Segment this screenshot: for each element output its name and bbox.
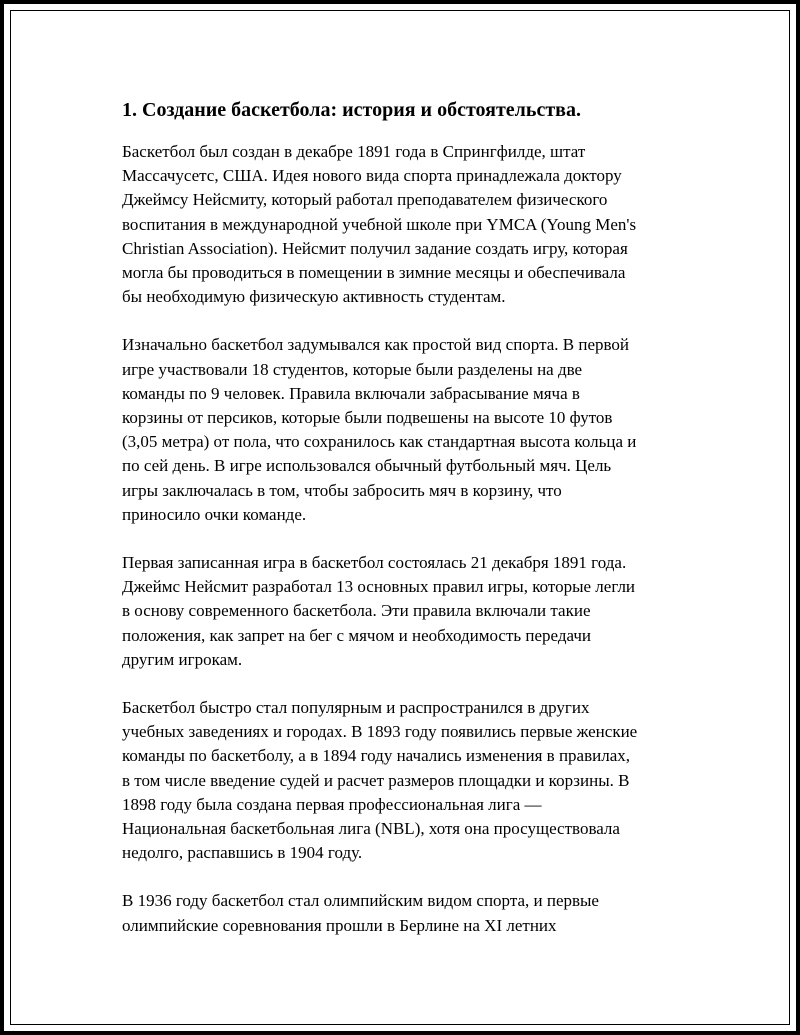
text-line: воспитания в международной учебной школе при YMCA (Young Men's — [122, 214, 637, 234]
text-line: (3,05 метра) от пола, что сохранилось как стандартная высота кольца и — [122, 432, 637, 452]
text-line: Массачусетс, США. Идея нового вида спорта принадлежала доктору — [122, 166, 622, 186]
paragraph-spacer — [122, 865, 697, 889]
text-line: могла бы проводиться в помещении в зимние месяцы и обеспечивала — [122, 263, 626, 283]
text-line: по сей день. В игре использовался обычный футбольный мяч. Цель — [122, 456, 612, 476]
text-line: учебных заведениях и городах. В 1893 году появились первые женские — [122, 722, 638, 742]
text-line: Первая записанная игра в баскетбол состоялась 21 декабря 1891 года. — [122, 553, 627, 573]
text-line: команды по баскетболу, а в 1894 году начались изменения в правилах, — [122, 746, 631, 766]
text-line: игре участвовали 18 студентов, которые были разделены на две — [122, 359, 583, 379]
text-line: в том числе введение судей и расчет размеров площадки и корзины. В — [122, 770, 630, 790]
text-line: приносило очки команде. — [122, 504, 307, 524]
paragraph-spacer — [122, 309, 697, 333]
text-line: Национальная баскетбольная лига (NBL), хотя она просуществовала — [122, 819, 620, 839]
text-line: Джеймс Нейсмит разработал 13 основных правил игры, которые легли — [122, 577, 636, 597]
paragraph-2 — [122, 333, 697, 527]
text-line: недолго, распавшись в 1904 году. — [122, 843, 363, 863]
text-line: игры заключалась в том, чтобы забросить мяч в корзину, что — [122, 480, 562, 500]
text-line: Изначально баскетбол задумывался как простой вид спорта. В первой — [122, 335, 629, 355]
text-line: Джеймсу Нейсмиту, который работал преподавателем физического — [122, 190, 608, 210]
text-line: олимпийские соревнования прошли в Берлине на XI летних — [122, 915, 557, 935]
paragraph-4 — [122, 696, 697, 865]
text-line: команды по 9 человек. Правила включали забрасывание мяча в — [122, 383, 580, 403]
text-line: Баскетбол быстро стал популярным и распространился в других — [122, 698, 590, 718]
document-body — [122, 96, 697, 938]
text-line: 1898 году была создана первая профессиональная лига — — [122, 794, 542, 814]
paragraph-spacer — [122, 672, 697, 696]
paragraph-spacer — [122, 527, 697, 551]
text-line: Christian Association). Нейсмит получил задание создать игру, которая — [122, 238, 628, 258]
text-line: положения, как запрет на бег с мячом и необходимость передачи — [122, 625, 592, 645]
text-line: В 1936 году баскетбол стал олимпийским видом спорта, и первые — [122, 891, 599, 911]
text-line: в основу современного баскетбола. Эти правила включали такие — [122, 601, 591, 621]
text-line: другим игрокам. — [122, 649, 243, 669]
text-line: бы необходимую физическую активность студентам. — [122, 287, 506, 307]
text-line: Баскетбол был создан в декабре 1891 года в Спрингфилде, штат — [122, 142, 586, 161]
paragraph-3 — [122, 551, 697, 672]
text-line: корзины от персиков, которые были подвешены на высоте 10 футов — [122, 408, 613, 428]
paragraph-5 — [122, 889, 697, 937]
paragraph-1 — [122, 140, 697, 309]
section-heading: 1. Создание баскетбола: история и обстоятельства. — [122, 99, 581, 121]
